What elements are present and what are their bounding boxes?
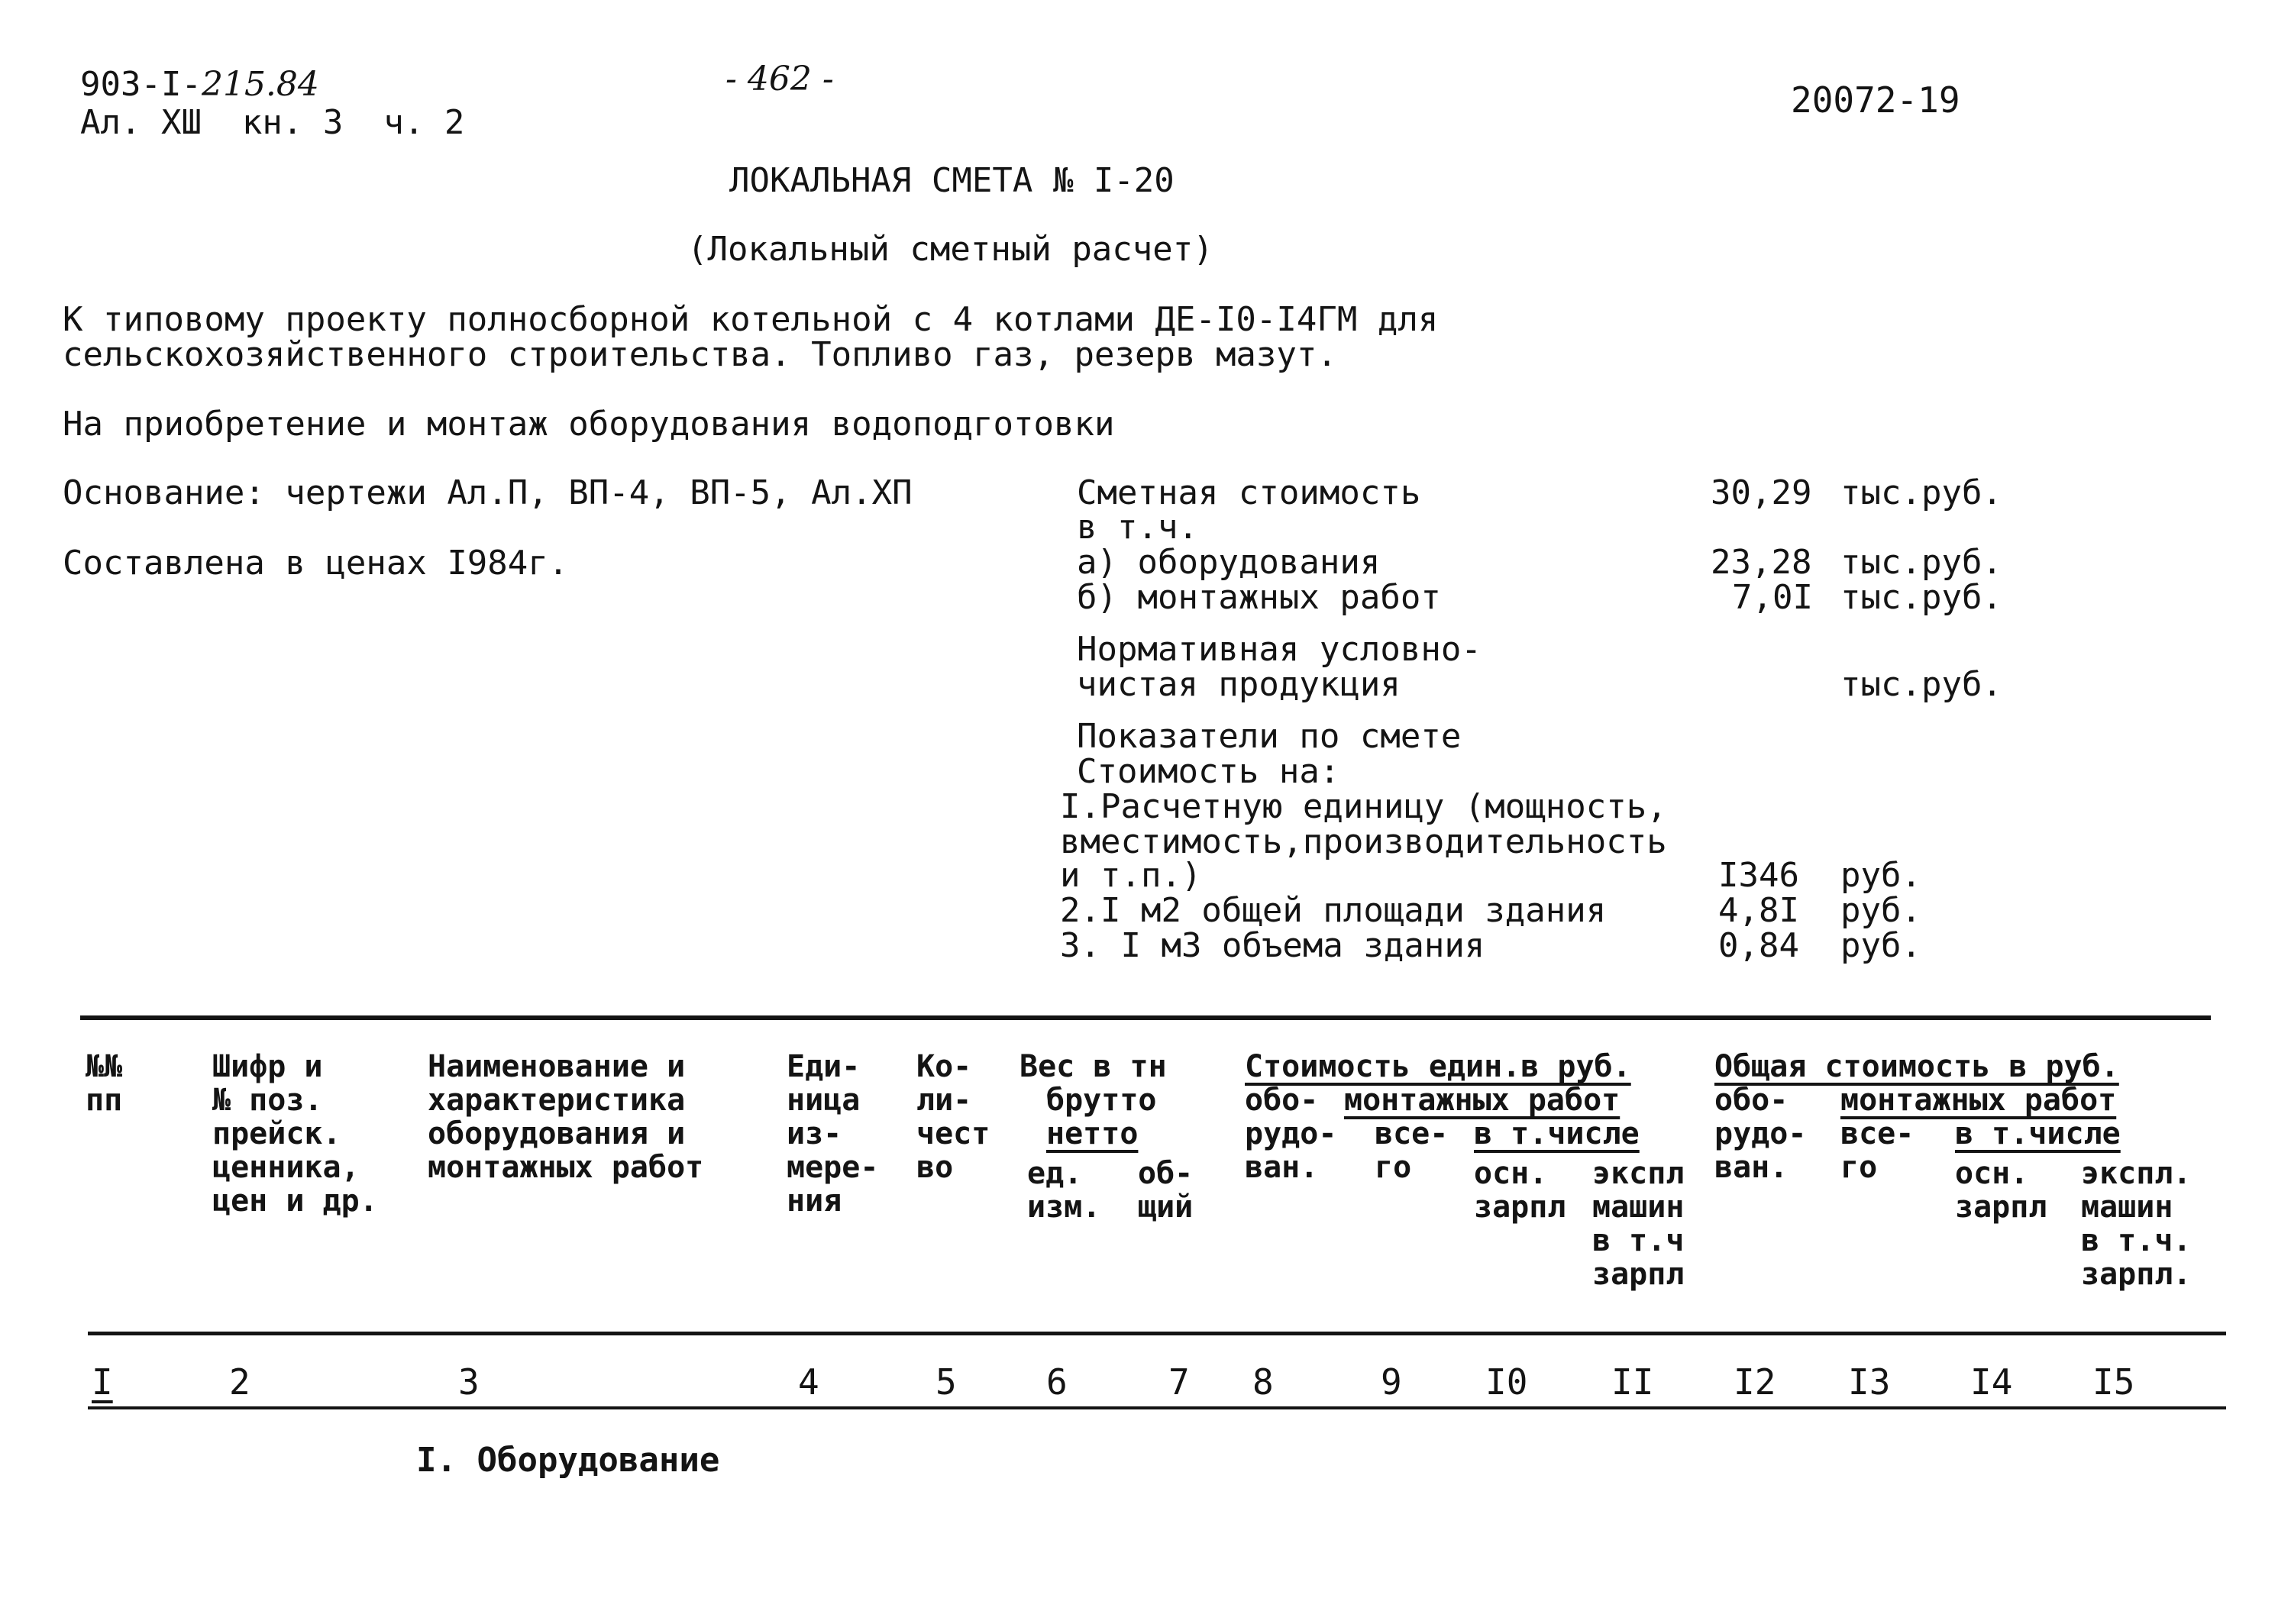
summary-install-label: б) монтажных работ [1077, 578, 1441, 617]
header-weight-total: об- щий [1138, 1156, 1194, 1225]
header-unit: Еди- ница из- мере- ния [787, 1049, 879, 1219]
stamp-number: 20072-19 [1791, 79, 1960, 121]
section-heading: I. Оборудование [416, 1441, 720, 1480]
page-subtitle: (Локальный сметный расчет) [687, 230, 1213, 269]
header-unit-machines: экспл машин в т.ч зарпл [1592, 1156, 1685, 1292]
header-unit-install: монтажных работ [1344, 1083, 1621, 1118]
prices-line: Составлена в ценах I984г. [63, 544, 569, 583]
header-total-equipment: обо- рудо- ван. [1714, 1083, 1807, 1185]
summary-cost-unit: тыс.руб. [1840, 473, 2002, 512]
indicator-2-value: 4,8I [1718, 891, 1799, 930]
page-title: ЛОКАЛЬНАЯ СМЕТА № I-20 [729, 161, 1175, 200]
column-number-3: 3 [458, 1361, 480, 1403]
header-unit-cost: Стоимость един.в руб. [1245, 1049, 1631, 1084]
column-number-12: I2 [1734, 1361, 1776, 1403]
document-code [80, 67, 319, 102]
document-code-handwritten: 215.84 [201, 65, 319, 104]
summary-cost-label: Сметная стоимость [1077, 473, 1421, 512]
column-number-14: I4 [1970, 1361, 2013, 1403]
page-number: - 462 - [725, 60, 834, 98]
header-price-code: Шифр и № поз. прейск. ценника, цен и др. [212, 1049, 378, 1219]
column-number-9: 9 [1381, 1361, 1402, 1403]
indicator-2-unit: руб. [1840, 891, 1921, 930]
normative-unit: тыс.руб. [1840, 665, 2002, 704]
header-total-machines: экспл. машин в т.ч. зарпл. [2081, 1156, 2192, 1292]
table-top-rule [80, 1015, 2211, 1020]
header-unit-equipment: обо- рудо- ван. [1245, 1083, 1337, 1185]
purpose-line: На приобретение и монтаж оборудования водоподготовки [63, 405, 1115, 444]
header-total-install-total: все- го [1840, 1116, 1915, 1185]
column-number-15: I5 [2092, 1361, 2135, 1403]
indicator-3-unit: руб. [1840, 926, 1921, 965]
summary-equip-value: 23,28 [1711, 543, 1812, 582]
header-unit-wages: осн. зарпл [1474, 1156, 1566, 1225]
header-total-incl: в т.числе [1955, 1116, 2121, 1151]
basis-line: Основание: чертежи Ал.П, ВП-4, ВП-5, Ал.ХП [63, 473, 913, 512]
document-code-prefix: 903-I- [80, 65, 202, 104]
header-weight-net: нетто [1046, 1116, 1139, 1151]
indicator-3-value: 0,84 [1718, 926, 1799, 965]
column-number-5: 5 [935, 1361, 957, 1403]
summary-equip-unit: тыс.руб. [1840, 543, 2002, 582]
summary-install-unit: тыс.руб. [1840, 578, 2002, 617]
column-number-11: II [1611, 1361, 1654, 1403]
project-line-2: сельскохозяйственного строительства. Топливо газ, резерв мазут. [63, 335, 1337, 374]
header-unit-install-total: все- го [1375, 1116, 1449, 1185]
header-name: Наименование и характеристика оборудования и монтажных работ [428, 1049, 704, 1185]
summary-cost-value: 30,29 [1711, 473, 1812, 512]
column-number-8: 8 [1252, 1361, 1274, 1403]
column-number-13: I3 [1848, 1361, 1891, 1403]
project-line-1: К типовому проекту полносборной котельной с 4 котлами ДЕ-I0-I4ГМ для [63, 300, 1439, 339]
summary-incl-label: в т.ч. [1077, 508, 1198, 547]
header-weight: Вес в тн [1019, 1049, 1167, 1084]
header-bottom-rule [88, 1332, 2226, 1335]
summary-install-value: 7,0I [1732, 578, 1813, 617]
column-number-6: 6 [1046, 1361, 1068, 1403]
indicator-1-line-3: и т.п.) [1060, 856, 1202, 895]
indicator-1-unit: руб. [1840, 856, 1921, 895]
indicator-1-value: I346 [1718, 856, 1799, 895]
column-number-7: 7 [1168, 1361, 1190, 1403]
header-unit-incl: в т.числе [1474, 1116, 1640, 1151]
header-quantity: Ко- ли- чест во [916, 1049, 990, 1185]
indicator-2-label: 2.I м2 общей площади здания [1060, 891, 1607, 930]
column-number-4: 4 [798, 1361, 819, 1403]
header-total-wages: осн. зарпл [1955, 1156, 2047, 1225]
indicators-heading: Показатели по смете [1077, 717, 1462, 756]
indicators-cost-on: Стоимость на: [1077, 752, 1340, 791]
indicator-1-line-1: I.Расчетную единицу (мощность, [1060, 787, 1667, 826]
column-number-2: 2 [229, 1361, 250, 1403]
album-reference: Ал. XШ кн. 3 ч. 2 [80, 103, 465, 142]
indicator-1-line-2: вместимость,производительность [1060, 822, 1667, 861]
column-numbers-rule [88, 1406, 2226, 1409]
header-total-cost: Общая стоимость в руб. [1714, 1049, 2119, 1084]
normative-line-1: Нормативная условно- [1077, 630, 1482, 669]
column-number-1: I [92, 1361, 113, 1403]
header-total-install: монтажных работ [1840, 1083, 2117, 1118]
normative-line-2: чистая продукция [1077, 665, 1401, 704]
header-weight-unit: ед. изм. [1027, 1156, 1101, 1225]
summary-equip-label: а) оборудования [1077, 543, 1381, 582]
column-number-10: I0 [1485, 1361, 1528, 1403]
header-row-number: №№ пп [86, 1049, 123, 1118]
indicator-3-label: 3. I м3 объема здания [1060, 926, 1485, 965]
header-weight-gross: брутто [1046, 1083, 1157, 1118]
